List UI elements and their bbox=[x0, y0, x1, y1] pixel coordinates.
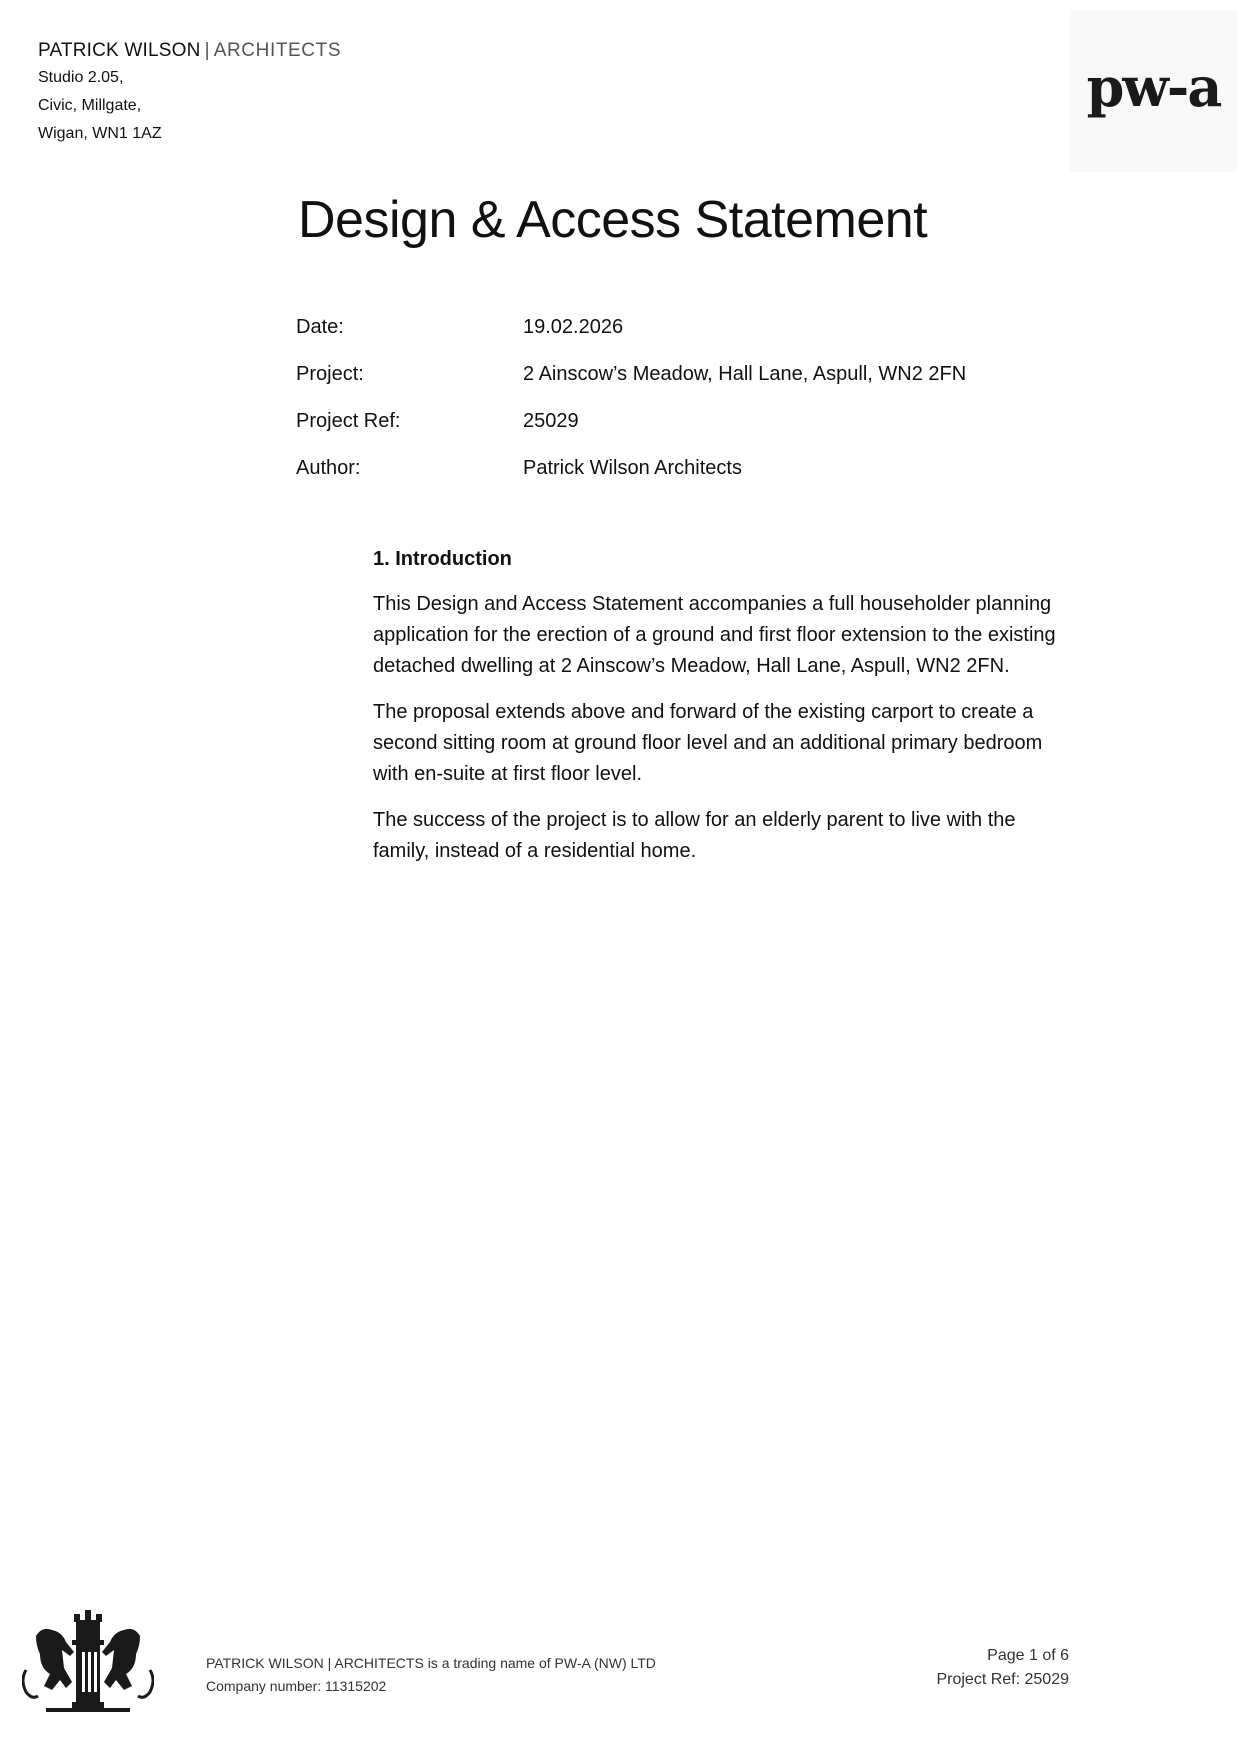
logo-text: pw-a bbox=[1086, 55, 1221, 119]
footer-project-ref: Project Ref: 25029 bbox=[936, 1671, 1069, 1688]
address-line: Studio 2.05, bbox=[38, 69, 124, 86]
firm-header bbox=[38, 40, 341, 148]
document-meta bbox=[296, 316, 966, 504]
heraldic-crest-icon bbox=[22, 1610, 154, 1714]
footer-company-info bbox=[206, 1652, 656, 1698]
meta-value: 19.02.2026 bbox=[523, 316, 624, 338]
paragraph: This Design and Access Statement accompanies a full householder planning application for the erection of a ground and first floor extension to the existing detached dwelling at 2 Ainscow’s Meadow, Hall Lane, Aspull, WN2 2FN. bbox=[373, 593, 1056, 677]
pwa-logo bbox=[1070, 10, 1237, 172]
footer-page-number: Page 1 of 6 bbox=[987, 1647, 1069, 1664]
document-title: Design & Access Statement bbox=[298, 191, 928, 249]
meta-label: Date: bbox=[296, 316, 344, 338]
paragraph: The success of the project is to allow for an elderly parent to live with the family, instead of a residential home. bbox=[373, 809, 1016, 862]
firm-separator: | bbox=[204, 40, 210, 61]
meta-row-author bbox=[296, 457, 966, 504]
address-line: Wigan, WN1 1AZ bbox=[38, 125, 162, 142]
address-line: Civic, Millgate, bbox=[38, 97, 142, 114]
meta-value: 2 Ainscow’s Meadow, Hall Lane, Aspull, WN2 2FN bbox=[523, 363, 967, 385]
meta-label: Project: bbox=[296, 363, 364, 385]
meta-label: Author: bbox=[296, 457, 361, 479]
meta-row-project-ref bbox=[296, 410, 966, 457]
firm-name-line bbox=[38, 40, 341, 62]
footer-trading-line: PATRICK WILSON | ARCHITECTS is a trading name of PW-A (NW) LTD bbox=[206, 1655, 656, 1671]
paragraph: The proposal extends above and forward of the existing carport to create a second sitting room at ground floor level and an additional primary bedroom with en-suite at first floor level. bbox=[373, 701, 1043, 785]
meta-label: Project Ref: bbox=[296, 410, 401, 432]
meta-row-project bbox=[296, 363, 966, 410]
meta-row-date bbox=[296, 316, 966, 363]
introduction-section bbox=[373, 548, 1073, 882]
section-heading: 1. Introduction bbox=[373, 548, 512, 570]
footer-company-number: Company number: 11315202 bbox=[206, 1678, 387, 1694]
meta-value: 25029 bbox=[523, 410, 579, 432]
firm-address bbox=[38, 64, 341, 148]
firm-type: ARCHITECTS bbox=[213, 40, 342, 61]
firm-name: PATRICK WILSON bbox=[38, 40, 201, 61]
footer-page-info bbox=[936, 1644, 1069, 1692]
meta-value: Patrick Wilson Architects bbox=[523, 457, 742, 479]
